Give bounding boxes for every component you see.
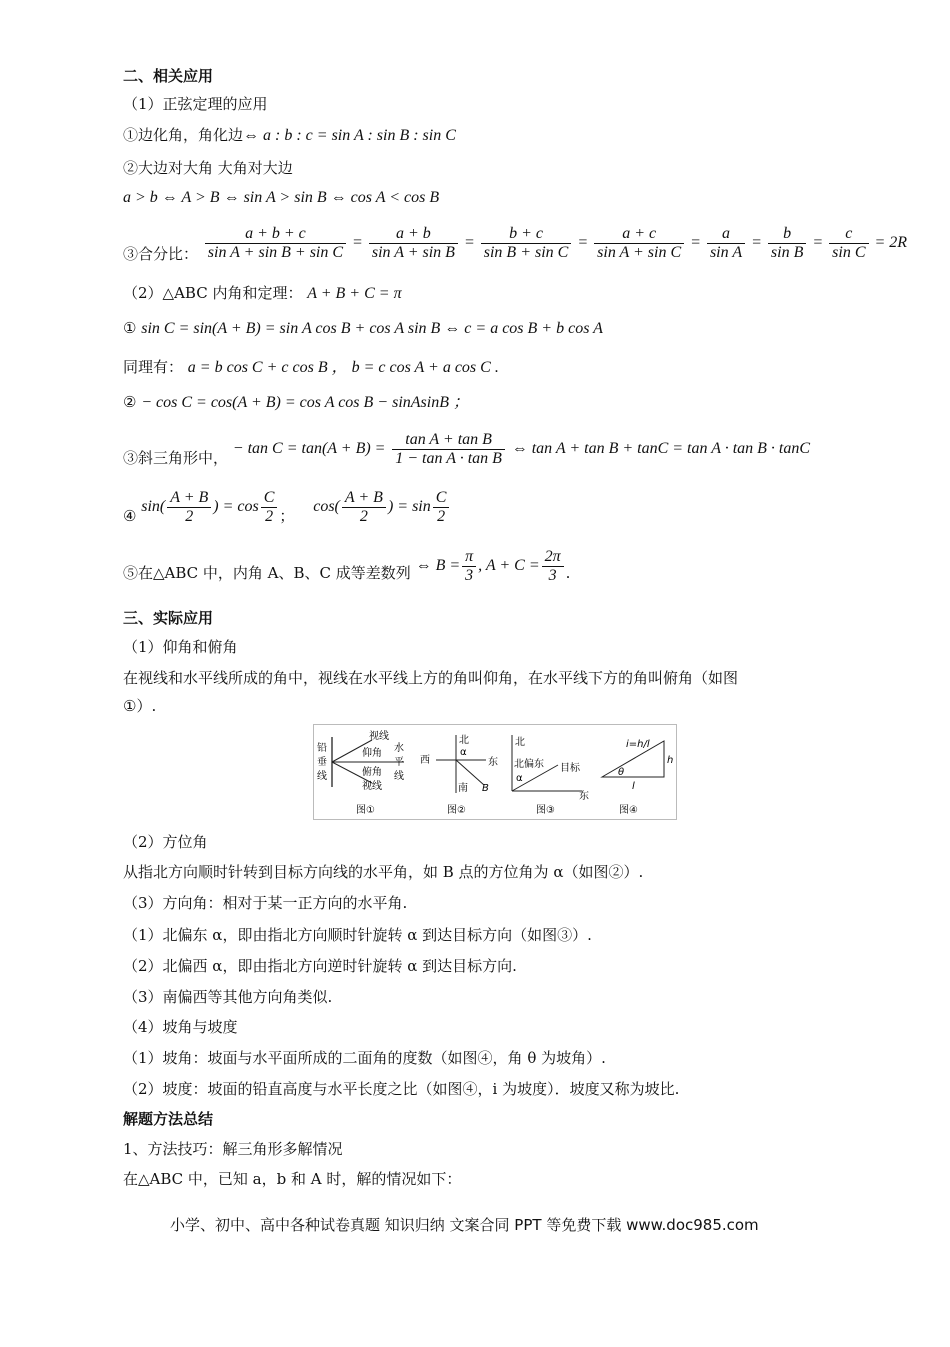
as-5-frac2-den: 3 (548, 566, 557, 584)
ratio-denominator: sin C (832, 243, 866, 261)
as-1 (123, 318, 603, 339)
figure-3 (512, 735, 589, 816)
as-4-f1-den: 2 (185, 507, 194, 525)
ratio-denominator: sin A (709, 243, 743, 261)
angle-sum-title: （2）△ABC 内角和定理： (123, 284, 303, 302)
as-5-frac1-den: 3 (465, 566, 474, 584)
ratio-numerator: a (707, 225, 745, 244)
ratio-numerator: c (829, 225, 868, 244)
elev-desc-2: ①）. (123, 697, 157, 715)
fig1-label-4: 铅 (317, 743, 327, 754)
ratio-fraction (594, 225, 684, 262)
ratio-denominator: sin B (770, 243, 804, 261)
fig2-label-0: 北 (459, 735, 469, 746)
equals-sign: = (747, 234, 766, 251)
ratio-numerator: a + b + c (205, 225, 346, 244)
fig1-label-8: 平 (394, 757, 404, 768)
as-4-f2-den2: 2 (437, 507, 446, 525)
fig2-label-3: 南 (458, 783, 468, 794)
fig1-label-9: 线 (394, 771, 404, 782)
heading-method: 解题方法总结 (123, 1110, 214, 1128)
item-1-text: ①边化角，角化边 (123, 126, 244, 144)
as-4-f2-num: A + B (342, 489, 386, 508)
similarly-formula: a = b cos C + c cos B ， b = c cos A + a cos C . (187, 359, 499, 376)
figures-svg (314, 725, 676, 819)
equals-sign: = (573, 234, 593, 251)
fig1-label-2: 俯角 (362, 767, 382, 778)
fig3-label-4: 东 (579, 791, 589, 802)
fig4-label-2: h (667, 755, 674, 766)
method-1: 1、方法技巧：解三角形多解情况 (123, 1140, 343, 1158)
equals-sign: = (808, 234, 828, 251)
law-of-sines-title: （1）正弦定理的应用 (123, 95, 268, 113)
footer: 小学、初中、高中各种试卷真题 知识归纳 文案合同 PPT 等免费下载 www.doc985.com (170, 1216, 759, 1234)
as-2 (123, 392, 469, 413)
angle-sum (123, 283, 402, 304)
equals-sign: = (459, 234, 479, 251)
as-5-frac1 (462, 548, 476, 585)
fig3-label-2: 目标 (560, 763, 580, 774)
ratio-denominator: sin A + sin B (371, 243, 455, 261)
as-4-f1-pre: sin( (141, 498, 166, 515)
fig1-label-3: 视线 (362, 781, 382, 792)
ratio-denominator: sin B + sin C (483, 243, 569, 261)
item-2-formula: a > b ⇔ A > B ⇔ sin A > sin B ⇔ cos A < cos B (123, 189, 440, 206)
direction-1: （1）北偏东 α，即由指北方向顺时针旋转 α 到达目标方向（如图③）. (123, 926, 592, 944)
figure-1 (317, 729, 404, 816)
slope-2: （2）坡度：坡面的铅直高度与水平长度之比（如图④，i 为坡度）．坡度又称为坡比. (123, 1080, 680, 1098)
angle-sum-formula: A + B + C = π (307, 285, 402, 302)
ratio-denominator: sin A + sin C (597, 243, 682, 261)
as-1-formula: sin C = sin(A + B) = sin A cos B + cos A sin B ⇔ c = a cos B + b cos A (141, 320, 603, 337)
as-3-left: − tan C = tan(A + B) = (232, 440, 386, 457)
fig2-label-1: 西 (420, 755, 430, 766)
heading-practical: 三、实际应用 (123, 609, 214, 627)
fig1-label-1: 仰角 (362, 748, 382, 759)
bearing-desc: 从指北方向顺时针转到目标方向线的水平角，如 B 点的方位角为 α（如图②）. (123, 863, 644, 881)
item-2-text: ②大边对大角 大角对大边 (123, 159, 293, 177)
item-3 (123, 222, 907, 274)
bearing-title: （2）方位角 (123, 833, 208, 851)
as-4-sep: ； (279, 507, 295, 525)
as-5-end: . (565, 564, 571, 582)
ratio-chain (203, 224, 908, 261)
as-2-mark: ② (123, 393, 137, 411)
ratio-numerator: b (768, 225, 806, 244)
ratio-tail: = 2R (870, 234, 908, 251)
as-4-f2-frac (342, 489, 386, 526)
as-5-frac1-num: π (462, 548, 476, 567)
similarly-label: 同理有： (123, 358, 184, 376)
as-1-mark: ① (123, 319, 137, 337)
fig1-label-7: 水 (394, 743, 404, 754)
slope-title: （4）坡角与坡度 (123, 1018, 238, 1036)
ratio-numerator: a + c (594, 225, 684, 244)
direction-2: （2）北偏西 α，即由指北方向逆时针旋转 α 到达目标方向. (123, 957, 517, 975)
direction-3: （3）南偏西等其他方向角类似. (123, 988, 333, 1006)
as-3-frac-num: tan A + tan B (392, 431, 505, 450)
item-1 (123, 125, 456, 146)
as-3 (123, 428, 810, 478)
as-3-text: ③斜三角形中， (123, 449, 229, 467)
fig3-caption: 图③ (536, 805, 555, 816)
ratio-fraction (369, 225, 458, 262)
as-5-text: ⑤在△ABC 中，内角 A、B、C 成等差数列 (123, 564, 411, 582)
as-3-fraction (392, 431, 505, 468)
ratio-fraction (829, 225, 868, 262)
as-5-mid: , A + C = (478, 557, 540, 574)
fig3-label-0: 北 (515, 737, 525, 748)
as-4-f1-frac (167, 489, 211, 526)
as-4-f1-num2: C (261, 489, 278, 508)
as-5-frac2 (542, 548, 564, 585)
fig3-label-1: 北偏东 (514, 759, 544, 770)
fig1-label-6: 线 (317, 771, 327, 782)
slope-1: （1）坡角：坡面与水平面所成的二面角的度数（如图④，角 θ 为坡角）. (123, 1049, 606, 1067)
as-4-f1-frac2 (261, 489, 278, 526)
figure-2 (420, 734, 498, 816)
method-desc: 在△ABC 中，已知 a，b 和 A 时，解的情况如下： (123, 1170, 462, 1188)
fig1-label-0: 视线 (369, 731, 389, 742)
fig2-label-5: α (460, 747, 467, 758)
as-5 (123, 545, 570, 593)
fig2-label-4: B (482, 783, 489, 794)
target-line (456, 760, 484, 785)
as-4 (123, 486, 451, 536)
ratio-fraction (481, 225, 572, 262)
item-1-formula: ⇔ a : b : c = sin A : sin B : sin C (243, 127, 456, 144)
as-5-pre: ⇔ B = (415, 557, 461, 574)
equals-sign: = (686, 234, 705, 251)
fig4-label-3: l (632, 781, 635, 792)
as-4-f2-num2: C (433, 489, 450, 508)
fig2-caption: 图② (447, 805, 466, 816)
as-4-mark: ④ (123, 507, 137, 525)
similarly (123, 357, 499, 378)
as-4-f2-den: 2 (359, 507, 368, 525)
ratio-denominator: sin A + sin B + sin C (207, 243, 344, 261)
as-4-f1-num: A + B (167, 489, 211, 508)
figures-panel (313, 724, 677, 820)
as-4-f2-frac2 (433, 489, 450, 526)
fig1-label-5: 垂 (317, 757, 327, 768)
as-3-right: ⇔ tan A + tan B + tanC = tan A · tan B · tanC (511, 440, 811, 457)
direction-title: （3）方向角：相对于某一正方向的水平角. (123, 894, 408, 912)
as-2-formula: − cos C = cos(A + B) = cos A cos B − sinAsinB ； (141, 394, 469, 411)
as-4-f2-mid: ) = sin (387, 498, 431, 515)
fig1-caption: 图① (356, 805, 375, 816)
fig4-label-0: i=h/l (626, 739, 650, 750)
as-4-f2-pre: cos( (313, 498, 340, 515)
as-4-f1-mid: ) = cos (213, 498, 259, 515)
ratio-fraction (768, 225, 806, 262)
fig4-label-1: θ (618, 767, 625, 778)
equals-sign: = (348, 234, 367, 251)
ratio-fraction (707, 225, 745, 262)
ratio-numerator: b + c (481, 225, 572, 244)
as-5-frac2-num: 2π (542, 548, 564, 567)
fig2-label-2: 东 (488, 757, 498, 768)
figure-4 (602, 739, 673, 816)
ratio-fraction (205, 225, 346, 262)
elev-title: （1）仰角和俯角 (123, 638, 238, 656)
as-3-frac-den: 1 − tan A · tan B (395, 449, 502, 467)
fig3-label-3: α (516, 773, 523, 784)
elev-desc-1: 在视线和水平线所成的角中，视线在水平线上方的角叫仰角，在水平线下方的角叫俯角（如图 (123, 669, 739, 687)
fig4-caption: 图④ (619, 805, 638, 816)
ratio-numerator: a + b (369, 225, 458, 244)
item-3-text: ③合分比： (123, 245, 199, 263)
as-4-f1-den2: 2 (265, 507, 274, 525)
heading-applications: 二、相关应用 (123, 67, 214, 85)
